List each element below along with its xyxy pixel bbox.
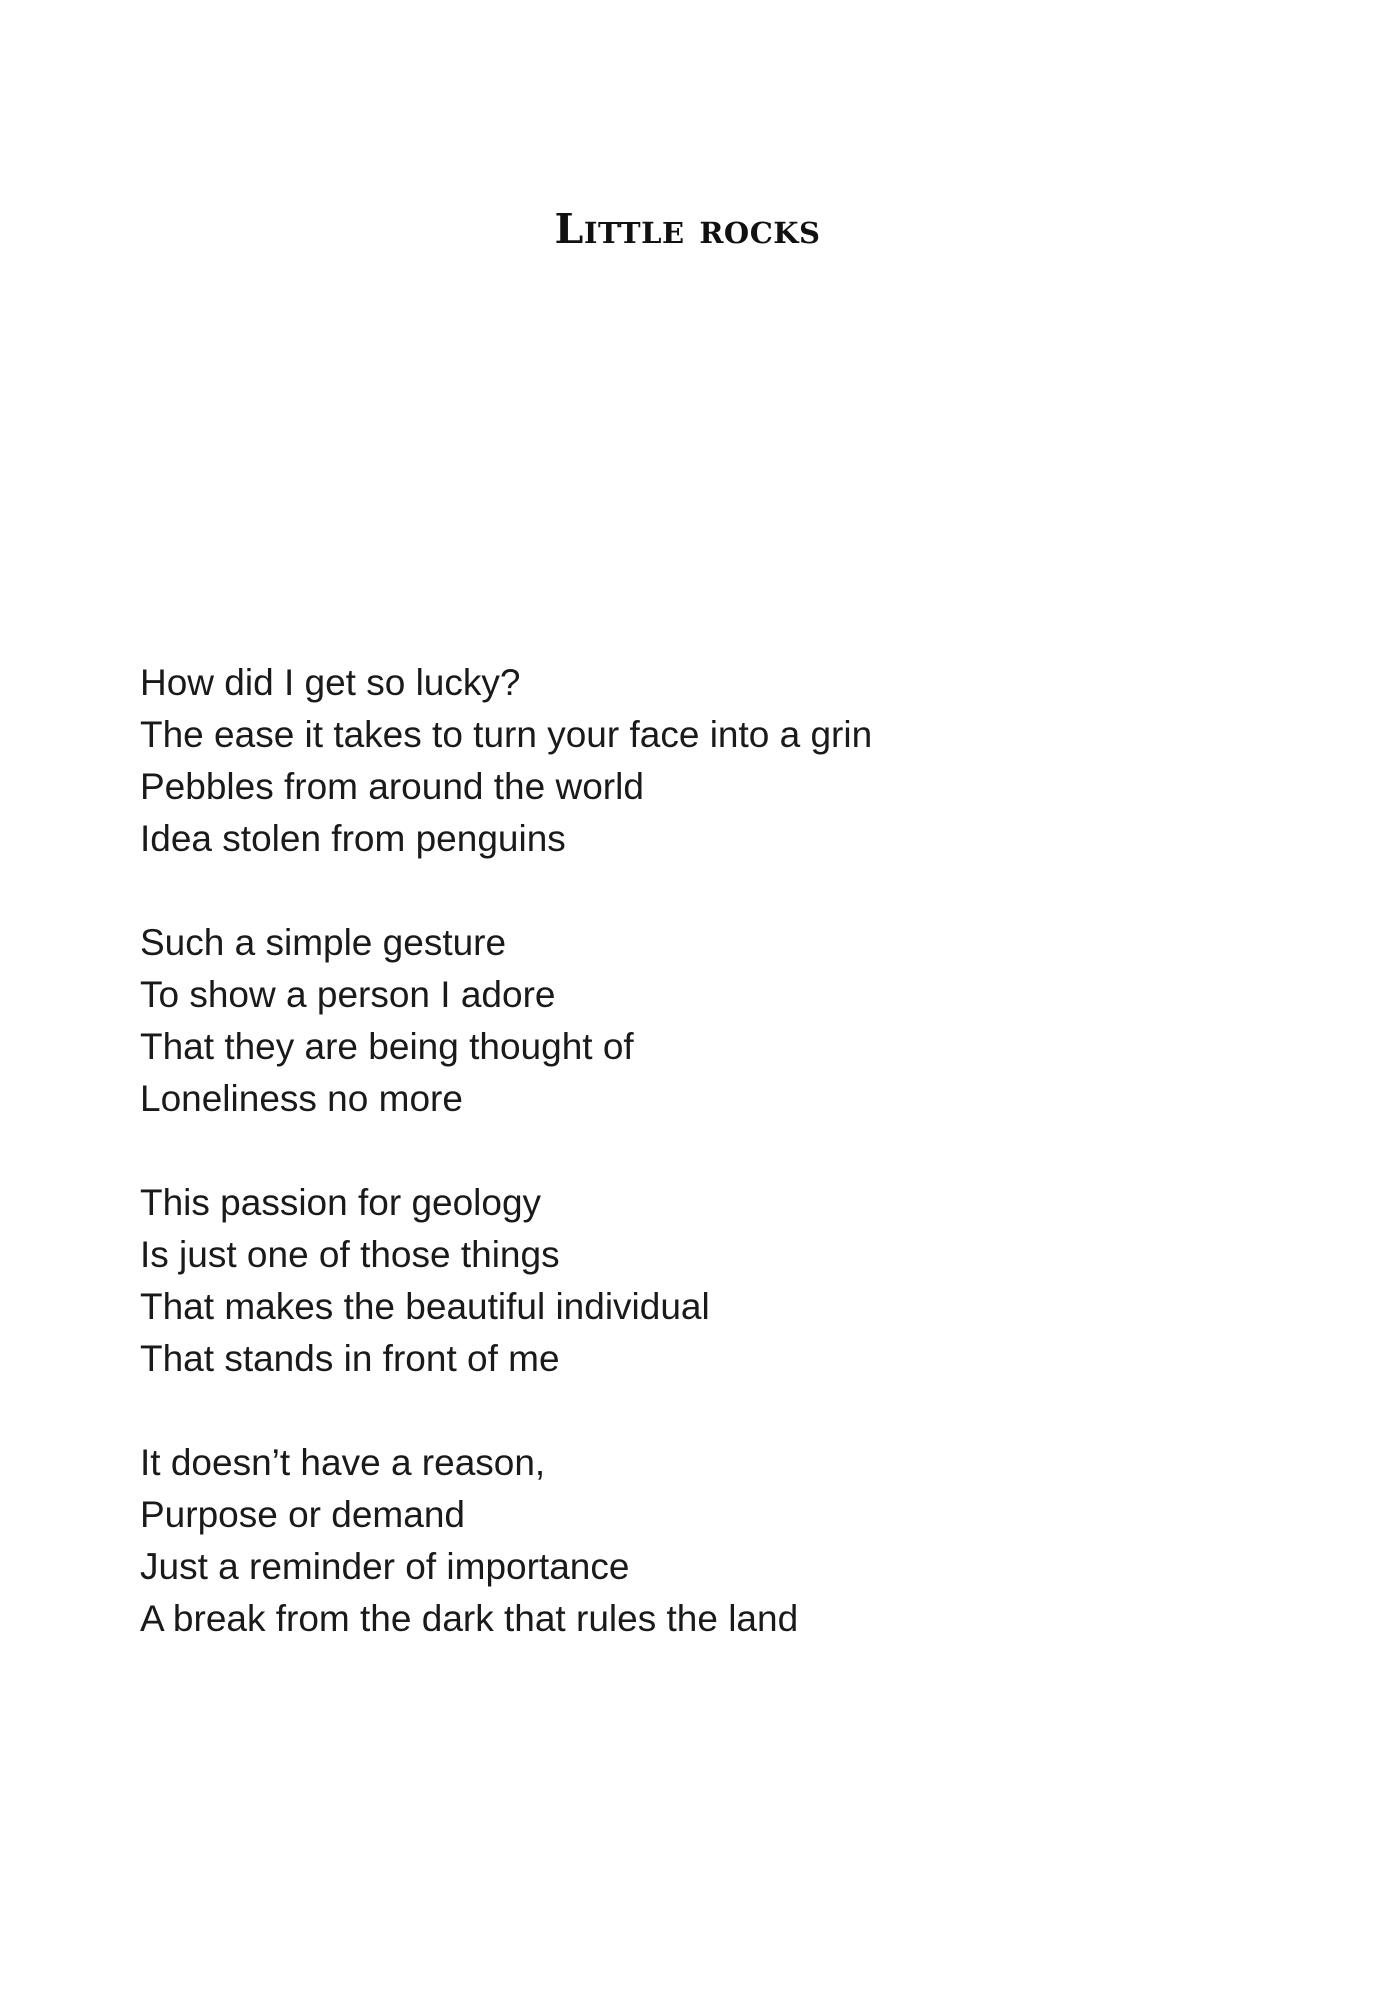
poem-line: The ease it takes to turn your face into a grin (140, 714, 873, 755)
poem-line: This passion for geology (140, 1182, 542, 1223)
stanza-3 (140, 1177, 1240, 1385)
stanza-4 (140, 1437, 1240, 1645)
stanza-2 (140, 917, 1240, 1125)
poem-line: It doesn’t have a reason, (140, 1442, 546, 1483)
poem-line: That stands in front of me (140, 1338, 560, 1379)
poem-line: Loneliness no more (140, 1078, 463, 1119)
poem-title: Little rocks (554, 205, 821, 253)
poem-line: Pebbles from around the world (140, 766, 644, 807)
poem-line: Such a simple gesture (140, 922, 507, 963)
poem-line: Is just one of those things (140, 1234, 560, 1275)
poem-line: That they are being thought of (140, 1026, 634, 1067)
poem-line: Just a reminder of importance (140, 1546, 630, 1587)
poem-line: To show a person I adore (140, 974, 556, 1015)
stanza-1 (140, 657, 1240, 865)
poem-body (140, 657, 1240, 1645)
poem-line: Idea stolen from penguins (140, 818, 566, 859)
poem-line: A break from the dark that rules the land (140, 1598, 799, 1639)
poem-line: That makes the beautiful individual (140, 1286, 710, 1327)
poem-line: Purpose or demand (140, 1494, 465, 1535)
poem-line: How did I get so lucky? (140, 662, 521, 703)
